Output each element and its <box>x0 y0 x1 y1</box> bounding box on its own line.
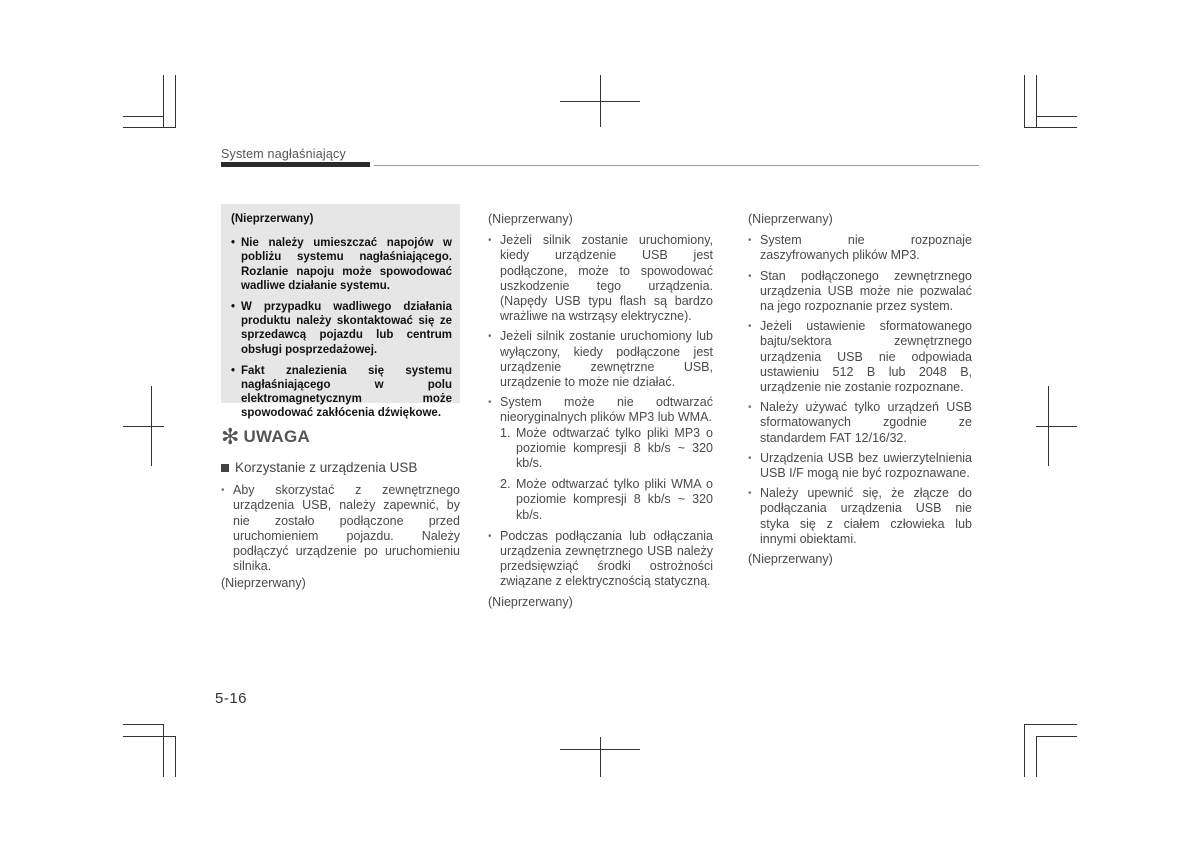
list-item: • System nie rozpoznaje zaszyfrowanych plików MP3. <box>748 233 972 263</box>
list-item: • Jeżeli silnik zostanie uruchomiony, kiedy urządzenie USB jest podłączone, może to spowodować uszkodzenie tego urządzenia. (Napędy USB typu flash są bardzo wrażliwe na wstrząsy elektryczne). <box>488 233 713 324</box>
warning-item: • Nie należy umieszczać napojów w pobliżu systemu nagłaśniającego. Rozlanie napoju może spowodować wadliwe działanie systemu. <box>231 236 452 293</box>
item-number: 2. <box>500 477 511 492</box>
section-title-bar <box>221 162 370 167</box>
numbered-list <box>500 426 713 523</box>
list-item: • Jeżeli silnik zostanie uruchomiony lub wyłączony, kiedy podłączone jest urządzenie zewnętrzne USB, urządzenie to może nie działać. <box>488 329 713 390</box>
list-item: • Jeżeli ustawienie sformatowanego bajtu/sektora zewnętrznego urządzenia USB nie odpowiada ustawieniu 512 B lub 2048 B, urządzenie nie zostanie rozpoznane. <box>748 319 972 395</box>
continued-footer: (Nieprzerwany) <box>748 552 833 567</box>
header-rule <box>374 165 979 166</box>
numbered-item-text: Może odtwarzać tylko pliki MP3 o poziomie kompresji 8 kb/s ~ 320 kb/s. <box>516 425 713 471</box>
usb-bullets <box>748 233 972 547</box>
usb-bullets <box>221 483 460 574</box>
warning-item: • W przypadku wadliwego działania produktu należy skontaktować się ze sprzedawcą pojazdu lub centrum obsługi posprzedażowej. <box>231 300 452 357</box>
list-item: • Urządzenia USB bez uwierzytelnienia USB I/F mogą nie być rozpoznawane. <box>748 451 972 481</box>
list-item: • Stan podłączonego zewnętrznego urządzenia USB może nie pozwalać na jego rozpoznanie przez system. <box>748 269 972 315</box>
continued-header: (Nieprzerwany) <box>748 212 833 226</box>
warning-box <box>221 204 460 420</box>
item-number: 1. <box>500 425 511 440</box>
warning-list <box>231 236 452 420</box>
column-3 <box>748 212 972 567</box>
usb-bullets <box>488 233 713 589</box>
list-item <box>488 395 713 523</box>
continued-footer: (Nieprzerwany) <box>221 576 306 591</box>
continued-footer: (Nieprzerwany) <box>488 594 573 609</box>
list-item: • Należy upewnić się, że złącze do podłączania urządzenia USB nie styka się z ciałem człowieka lub innymi obiektami. <box>748 486 972 547</box>
list-item: • Aby skorzystać z zewnętrznego urządzenia USB, należy zapewnić, by nie zostało podłączone przed uruchomieniem pojazdu. Należy podłączyć urządzenie po uruchomieniu silnika. <box>221 483 460 574</box>
usb-subheading <box>221 460 460 475</box>
list-item: • Podczas podłączania lub odłączania urządzenia zewnętrznego USB należy przedsięwziąć środki ostrożności związane z elektrycznością statyczną. <box>488 529 713 590</box>
numbered-item-text: Może odtwarzać tylko pliki WMA o poziomie kompresji 8 kb/s ~ 320 kb/s. <box>516 477 713 522</box>
list-item: • Należy używać tylko urządzeń USB sformatowanych zgodnie ze standardem FAT 12/16/32. <box>748 400 972 446</box>
column-1 <box>221 204 460 592</box>
usb-subheading-text: Korzystanie z urządzenia USB <box>235 460 418 475</box>
warning-item: • Fakt znalezienia się systemu nagłaśniającego w polu elektromagnetycznym może spowodować zakłócenia dźwiękowe. <box>231 364 452 421</box>
notice-heading <box>221 424 460 449</box>
numbered-item <box>500 477 713 523</box>
numbered-item <box>500 426 713 472</box>
square-bullet-icon <box>221 464 229 472</box>
section-title: System nagłaśniający <box>221 147 346 161</box>
notice-title: UWAGA <box>243 427 311 447</box>
list-item-text: • System może nie odtwarzać nieoryginalnych plików MP3 lub WMA. <box>500 395 713 425</box>
page-number: 5-16 <box>215 690 248 707</box>
continued-header: (Nieprzerwany) <box>488 212 573 226</box>
column-2 <box>488 212 713 610</box>
asterisk-icon: ✻ <box>221 424 240 449</box>
warning-continued-label: (Nieprzerwany) <box>231 213 314 225</box>
